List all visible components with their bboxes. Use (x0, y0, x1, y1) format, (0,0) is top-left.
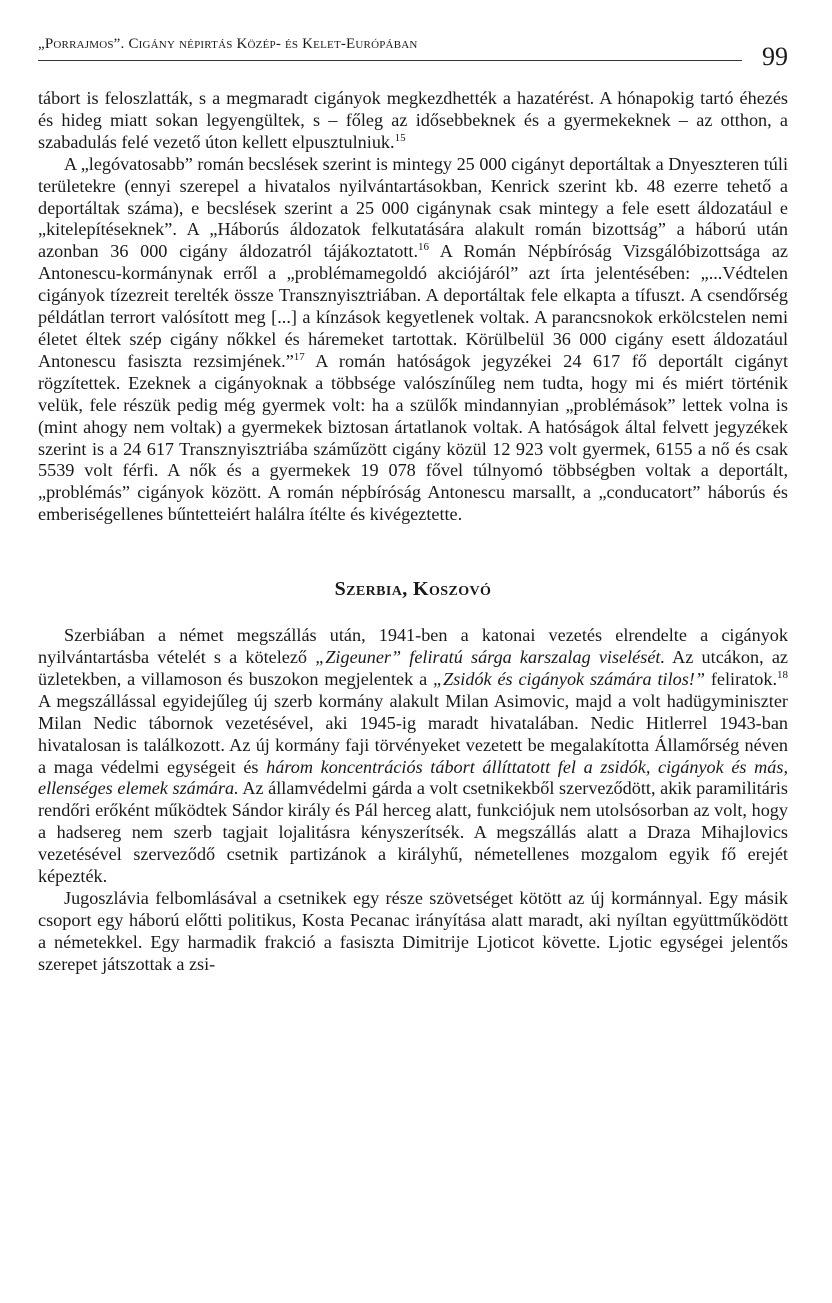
page-number: 99 (762, 42, 788, 71)
paragraph-text: feliratok. (704, 668, 777, 689)
emphasis-text: három koncentrációs tábort állíttatott fel a zsidók, cigányok és más, ellenséges elemek számára. (38, 756, 788, 799)
footnote-ref-16: 16 (418, 241, 430, 254)
header-rule (38, 60, 742, 61)
paragraph (38, 88, 788, 154)
running-header (38, 30, 788, 70)
paragraph-text: Szerbiában a német megszállás után, 1941-ben a katonai vezetés elrendelte a cigányok nyilvántartásba vételét s a kötelező (38, 625, 788, 668)
paragraph (38, 888, 788, 976)
footnote-ref-18: 18 (777, 668, 788, 681)
paragraph-text: A Román Népbíróság Vizsgálóbizottsága az Antonescu-kormánynak erről a „problémamegoldó akciójáról” azt írta jelentésében: „...Védtelen cigányok tízezreit terelték össze Transznyisztriában. A deportáltak fele elkapta a tífuszt. A csendőrség példátlan terrort valósított meg [...] a kínzások kegyetlenek voltak. A parancsnokok erkölcstelen nemi életet éltek szép cigány nőkkel és háremeket tartottak. Körülbelül 36 000 cigány esett áldozatául Antonescu fasiszta rezsimjének.” (38, 241, 788, 371)
body-text (38, 88, 788, 976)
paragraph-text: A „legóvatosabb” román becslések szerint is mintegy 25 000 cigányt deportáltak a Dnyeszteren túli területekre (ennyi szerepel a hivatalos nyilvántartásokban, Kenrick szerint kb. 48 ezerre tehető a deportáltak száma), e becslések szerint a 25 000 cigánynak csak mintegy a fele esett áldozatául e „kitelepítéseknek”. A „Háborús áldozatok felkutatására alakult román bizottság” a háború után azonban 36 000 cigány áldozatról tájákoztatott. (38, 153, 788, 262)
emphasis-text: „Zsidók és cigányok számára tilos!” (433, 668, 705, 689)
emphasis-text: „Zigeuner” feliratú sárga karszalag viselését. (315, 647, 665, 668)
footnote-ref-15: 15 (394, 131, 406, 144)
paragraph-text: tábort is feloszlatták, s a megmaradt cigányok megkezdhették a hazatérést. A hónapokig tartó éhezés és hideg miatt sokan legyengültek, s – főleg az idősebbeknek és a gyermekeknek – az otthon, a szabadulás felé vezető úton kellett elpusztulniuk. (38, 88, 788, 152)
section-heading: Szerbia, Koszovó (334, 578, 492, 601)
running-title: „Porrajmos”. Cigány népirtás Közép- és Kelet-Európában (38, 36, 418, 52)
footnote-ref-17: 17 (293, 350, 305, 363)
paragraph (38, 625, 788, 888)
paragraph-text: A román hatóságok jegyzékei 24 617 fő deportált cigányt rögzítettek. Ezeknek a cigányoknak a többsége valószínűleg nem tudta, hogy mi és miért történik velük, fele részük pedig még gyermek volt: ha a szülők mindannyian „problémások” lettek volna is (mint ahogy nem voltak) a gyermekek biztosan ártatlanok voltak. A hatóságok által felvett jegyzékek szerint is a 24 617 Transznyisztriába száműzött cigány közül 12 923 volt gyermek, 6155 a nő és csak 5539 volt férfi. A nők és a gyermekek 19 078 fővel túlnyomó többségben voltak a deportált, „problémás” cigányok között. A román népbíróság Antonescu marsallt, a „conducatort” háborús és emberiségellenes bűntetteiért halálra ítélte és kivégeztette. (38, 350, 788, 525)
paragraph-text: Az utcákon, az üzletekben, a villamoson és buszokon megjelentek a (38, 647, 788, 689)
book-page (38, 30, 788, 976)
paragraph-text: A megszállással egyidejűleg új szerb kormány alakult Milan Asimovic, majd a volt hadügyminiszter Milan Nedic tábornok vezetésével, aki 1945-ig maradt hivatalában. Nedic Hitlerrel 1943-ban hivatalosan is találkozott. Az új kormány faji törvényeket vezetett be megalakította Államőrség néven a maga védelmi egységeit és (38, 690, 788, 777)
paragraph-text: Jugoszlávia felbomlásával a csetnikek egy része szövetséget kötött az új kormánnyal. Egy másik csoport egy háború előtti politikus, Kosta Pecanac irányítása alatt maradt, aki nyíltan együttműködött a németekkel. Egy harmadik frakció a fasiszta Dimitrije Ljoticot követte. Ljotic egységei jelentős szerepet játszottak a zsi- (38, 888, 788, 974)
paragraph (38, 154, 788, 526)
paragraph-text: Az államvédelmi gárda a volt csetnikekből szerveződött, akik paramilitáris rendőri erőként működtek Sándor király és Pál herceg alatt, funkciójuk nem utolsósorban az volt, hogy a hadsereg nem szerb tagjait lojalitásra kényszerítsék. A megszállás alatt a Draza Mihajlovics vezetésével szerveződő csetnik partizánok a királyhű, németellenes mozgalom egyik fő erejét képezték. (38, 778, 789, 887)
